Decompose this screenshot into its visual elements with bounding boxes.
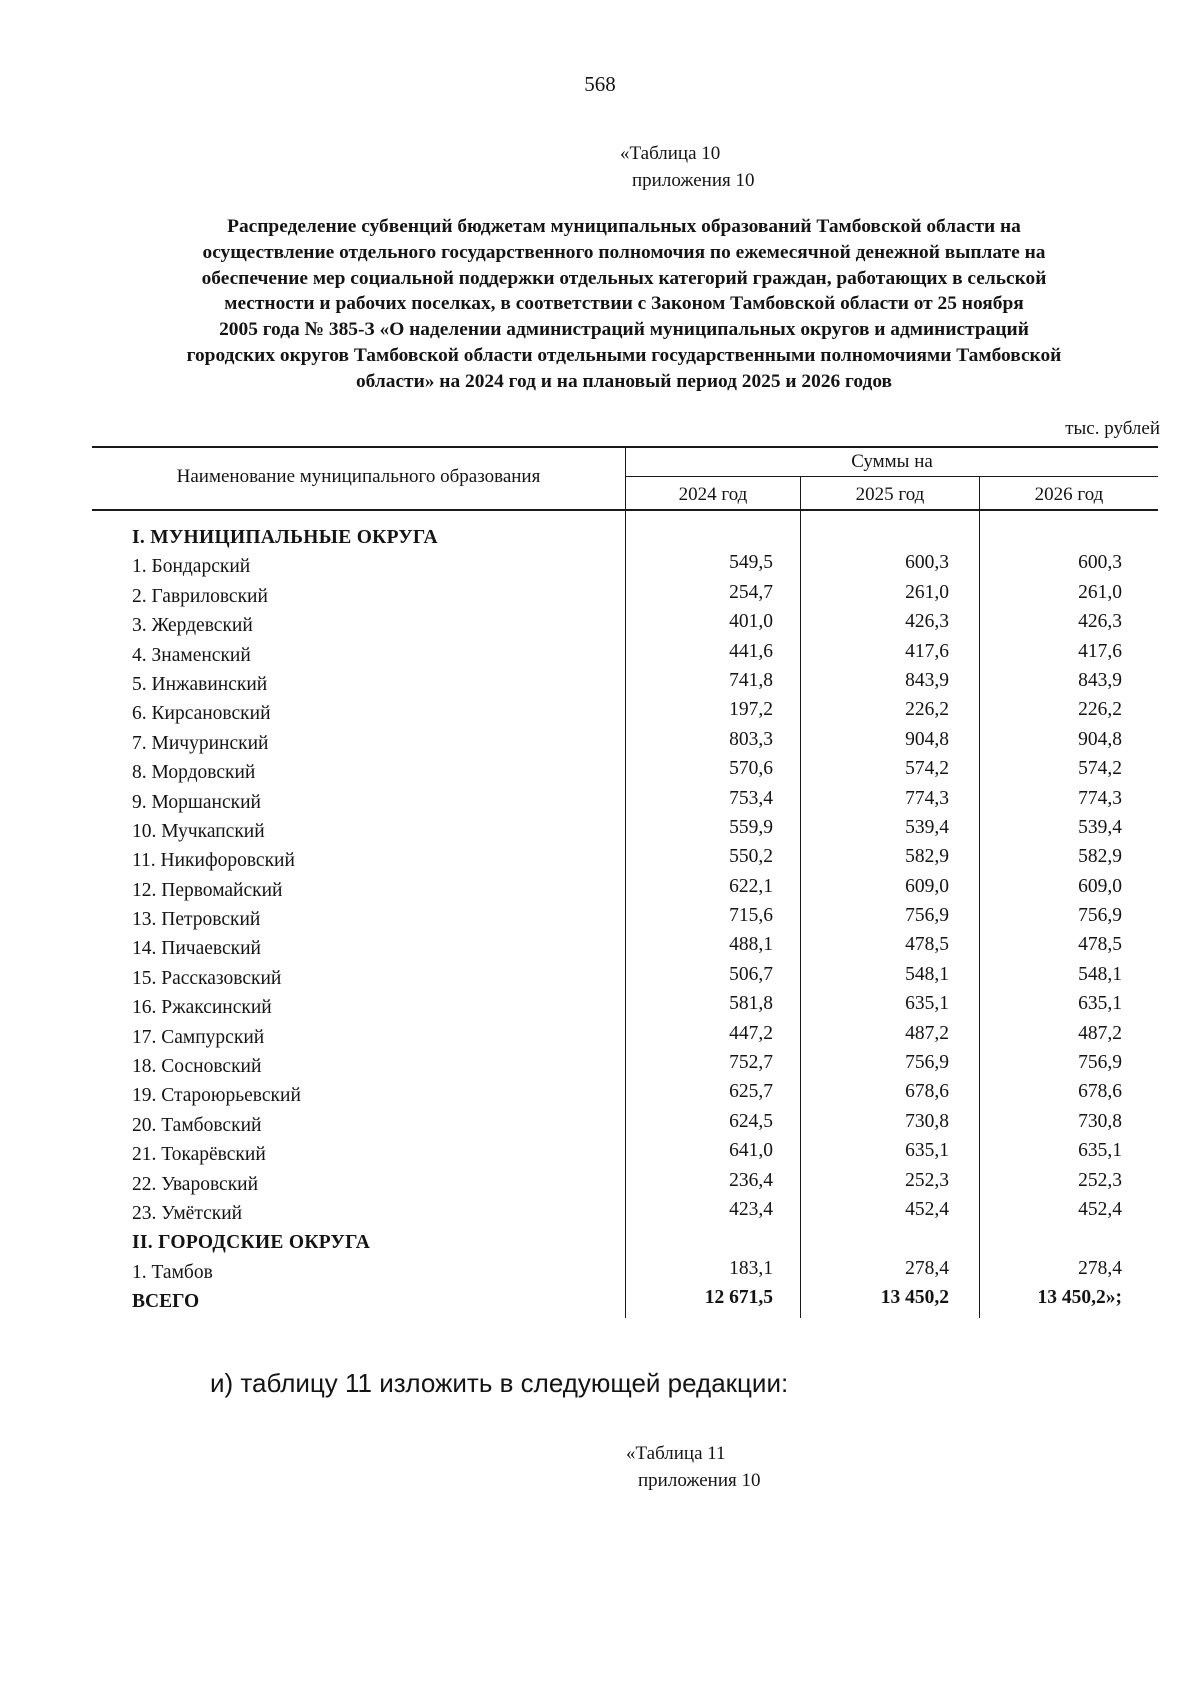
row-name: I. МУНИЦИПАЛЬНЫЕ ОКРУГА xyxy=(132,527,438,548)
value-2024: 12 671,5 xyxy=(704,1287,773,1309)
value-2024: 447,2 xyxy=(729,1022,773,1044)
title-line: осуществление отдельного государственного полномочия по ежемесячной денежной выплате на xyxy=(202,241,1046,263)
value-2025: 452,4 xyxy=(905,1198,949,1220)
value-2025: 635,1 xyxy=(905,1140,949,1162)
value-2026: 278,4 xyxy=(1078,1257,1122,1279)
value-2026: 635,1 xyxy=(1078,993,1122,1015)
row-name: II. ГОРОДСКИЕ ОКРУГА xyxy=(132,1232,371,1254)
value-2025: 426,3 xyxy=(905,611,949,633)
row-name: 3. Жердевский xyxy=(132,615,253,637)
header-year-2025: 2025 год xyxy=(855,484,925,505)
value-2026: 261,0 xyxy=(1078,581,1122,603)
table-11-reference-line-1: «Таблица 11 xyxy=(626,1443,726,1464)
value-2025: 774,3 xyxy=(905,787,949,809)
row-name: 6. Кирсановский xyxy=(132,703,271,725)
value-2024: 581,8 xyxy=(729,993,773,1015)
table-row xyxy=(92,581,1158,615)
value-2025: 635,1 xyxy=(905,993,949,1015)
table-row xyxy=(92,1169,1158,1203)
table-row xyxy=(92,963,1158,997)
value-2026: 426,3 xyxy=(1078,611,1122,633)
row-name: 4. Знаменский xyxy=(132,644,251,666)
section-row xyxy=(92,527,1158,556)
row-name: 11. Никифоровский xyxy=(132,850,295,872)
table-body xyxy=(92,527,1158,1321)
value-2026: 252,3 xyxy=(1078,1169,1122,1191)
value-2025: 756,9 xyxy=(905,905,949,927)
table-10-reference-line-2: приложения 10 xyxy=(632,170,755,191)
value-2025: 574,2 xyxy=(905,758,949,780)
value-2026: 539,4 xyxy=(1078,816,1122,838)
value-2024: 183,1 xyxy=(729,1257,773,1279)
value-2026: 600,3 xyxy=(1078,552,1122,574)
value-2024: 549,5 xyxy=(729,552,773,574)
row-name: 7. Мичуринский xyxy=(132,732,269,754)
value-2024: 741,8 xyxy=(729,669,773,691)
value-2024: 423,4 xyxy=(729,1198,773,1220)
value-2026: 635,1 xyxy=(1078,1140,1122,1162)
units-label: тыс. рублей xyxy=(1065,418,1160,439)
value-2025: 226,2 xyxy=(905,699,949,721)
value-2025: 609,0 xyxy=(905,875,949,897)
value-2024: 622,1 xyxy=(729,875,773,897)
header-year-2024: 2024 год xyxy=(678,484,748,505)
value-2026: 574,2 xyxy=(1078,758,1122,780)
row-name: 2. Гавриловский xyxy=(132,585,268,607)
value-2025: 417,6 xyxy=(905,640,949,662)
row-name: 12. Первомайский xyxy=(132,879,283,901)
row-name: 15. Рассказовский xyxy=(132,967,282,989)
value-2025: 478,5 xyxy=(905,934,949,956)
table-row xyxy=(92,1140,1158,1173)
row-name: 9. Моршанский xyxy=(132,791,261,813)
subventions-table xyxy=(92,446,1158,1318)
value-2025: 843,9 xyxy=(905,669,949,691)
table-row xyxy=(92,1052,1158,1085)
total-row xyxy=(92,1287,1158,1320)
value-2025: 487,2 xyxy=(905,1022,949,1044)
table-row xyxy=(92,611,1158,644)
value-2025: 252,3 xyxy=(905,1169,949,1191)
title-line: области» на 2024 год и на плановый период 2025 и 2026 годов xyxy=(355,370,893,392)
value-2024: 559,9 xyxy=(729,816,773,838)
title-line: городских округов Тамбовской области отдельными государственными полномочиями Тамбовской xyxy=(186,344,1062,366)
value-2026: 904,8 xyxy=(1078,728,1122,750)
table-row xyxy=(92,934,1158,967)
document-title xyxy=(108,214,1140,395)
table-row xyxy=(92,993,1158,1026)
value-2024: 506,7 xyxy=(729,963,773,985)
value-2024: 550,2 xyxy=(729,846,773,868)
table-row xyxy=(92,846,1158,879)
value-2024: 570,6 xyxy=(729,758,773,780)
row-name: 22. Уваровский xyxy=(132,1173,259,1195)
title-line: местности и рабочих поселках, в соответствии с Законом Тамбовской области от 25 ноября xyxy=(224,293,1024,315)
header-sums: Суммы на xyxy=(851,451,933,472)
value-2024: 625,7 xyxy=(729,1081,773,1103)
row-name: 13. Петровский xyxy=(132,909,261,931)
value-2024: 197,2 xyxy=(729,699,773,721)
value-2025: 548,1 xyxy=(905,963,949,985)
value-2024: 441,6 xyxy=(729,640,773,662)
value-2024: 488,1 xyxy=(729,934,773,956)
title-line: 2005 года № 385-З «О наделении администраций муниципальных округов и администраций xyxy=(219,319,1029,341)
table-row xyxy=(92,875,1158,909)
row-name: 1. Бондарский xyxy=(132,556,251,578)
table-row xyxy=(92,552,1158,585)
row-name: 19. Староюрьевский xyxy=(132,1085,301,1107)
table-row xyxy=(92,728,1158,762)
value-2026: 226,2 xyxy=(1078,699,1122,721)
row-name: 20. Тамбовский xyxy=(132,1114,262,1136)
row-name: ВСЕГО xyxy=(132,1291,200,1313)
table-11-reference-line-2: приложения 10 xyxy=(638,1470,761,1491)
table-row xyxy=(92,787,1158,821)
value-2026: 452,4 xyxy=(1078,1198,1122,1220)
value-2024: 715,6 xyxy=(729,905,773,927)
table-row xyxy=(92,1022,1158,1056)
table-row xyxy=(92,1257,1158,1291)
row-name: 14. Пичаевский xyxy=(132,938,261,960)
row-name: 5. Инжавинский xyxy=(132,673,268,695)
value-2026: 487,2 xyxy=(1078,1022,1122,1044)
value-2024: 803,3 xyxy=(729,728,773,750)
value-2024: 624,5 xyxy=(729,1110,773,1132)
value-2026: 478,5 xyxy=(1078,934,1122,956)
row-name: 1. Тамбов xyxy=(132,1261,213,1283)
value-2024: 641,0 xyxy=(729,1140,773,1162)
row-name: 10. Мучкапский xyxy=(132,820,265,842)
value-2024: 236,4 xyxy=(729,1169,773,1191)
value-2024: 401,0 xyxy=(729,611,773,633)
value-2026: 730,8 xyxy=(1078,1110,1122,1132)
value-2025: 261,0 xyxy=(905,581,949,603)
value-2026: 774,3 xyxy=(1078,787,1122,809)
table-11-reference xyxy=(626,1440,760,1494)
value-2026: 582,9 xyxy=(1078,846,1122,868)
table-10-reference-line-1: «Таблица 10 xyxy=(620,143,721,164)
row-name: 23. Умётский xyxy=(132,1202,243,1224)
value-2024: 752,7 xyxy=(729,1052,773,1074)
value-2025: 730,8 xyxy=(905,1110,949,1132)
table-row xyxy=(92,1110,1158,1144)
row-name: 17. Сампурский xyxy=(132,1026,265,1048)
title-line: обеспечение мер социальной поддержки отдельных категорий граждан, работающих в сельской xyxy=(201,267,1047,289)
value-2025: 904,8 xyxy=(905,728,949,750)
table-row xyxy=(92,758,1158,791)
value-2025: 678,6 xyxy=(905,1081,949,1103)
sums-header-rule xyxy=(625,476,1158,477)
table-row xyxy=(92,1081,1158,1114)
title-line: Распределение субвенций бюджетам муниципальных образований Тамбовской области на xyxy=(227,216,1021,237)
value-2026: 417,6 xyxy=(1078,640,1122,662)
table-row xyxy=(92,699,1158,732)
table-row xyxy=(92,905,1158,938)
amendment-text: и) таблицу 11 изложить в следующей редакции: xyxy=(210,1368,789,1398)
value-2025: 756,9 xyxy=(905,1052,949,1074)
table-row xyxy=(92,1198,1158,1232)
page-number: 568 xyxy=(584,72,616,96)
table-row xyxy=(92,669,1158,703)
row-name: 21. Токарёвский xyxy=(132,1144,266,1166)
value-2026: 756,9 xyxy=(1078,905,1122,927)
value-2026: 13 450,2»; xyxy=(1037,1287,1122,1309)
table-10-reference xyxy=(620,140,754,194)
value-2026: 756,9 xyxy=(1078,1052,1122,1074)
value-2026: 678,6 xyxy=(1078,1081,1122,1103)
header-municipality-name: Наименование муниципального образования xyxy=(176,466,541,487)
header-year-2026: 2026 год xyxy=(1034,484,1104,505)
value-2025: 600,3 xyxy=(905,552,949,574)
value-2025: 278,4 xyxy=(905,1257,949,1279)
value-2026: 548,1 xyxy=(1078,963,1122,985)
table-row xyxy=(92,640,1158,674)
table-row xyxy=(92,816,1158,850)
value-2025: 582,9 xyxy=(905,846,949,868)
row-name: 16. Ржаксинский xyxy=(132,997,272,1019)
value-2026: 609,0 xyxy=(1078,875,1122,897)
row-name: 18. Сосновский xyxy=(132,1056,262,1078)
value-2025: 13 450,2 xyxy=(880,1287,949,1309)
value-2025: 539,4 xyxy=(905,816,949,838)
section-row xyxy=(92,1232,1158,1261)
value-2024: 254,7 xyxy=(729,581,773,603)
value-2024: 753,4 xyxy=(729,787,773,809)
value-2026: 843,9 xyxy=(1078,669,1122,691)
row-name: 8. Мордовский xyxy=(132,762,256,784)
